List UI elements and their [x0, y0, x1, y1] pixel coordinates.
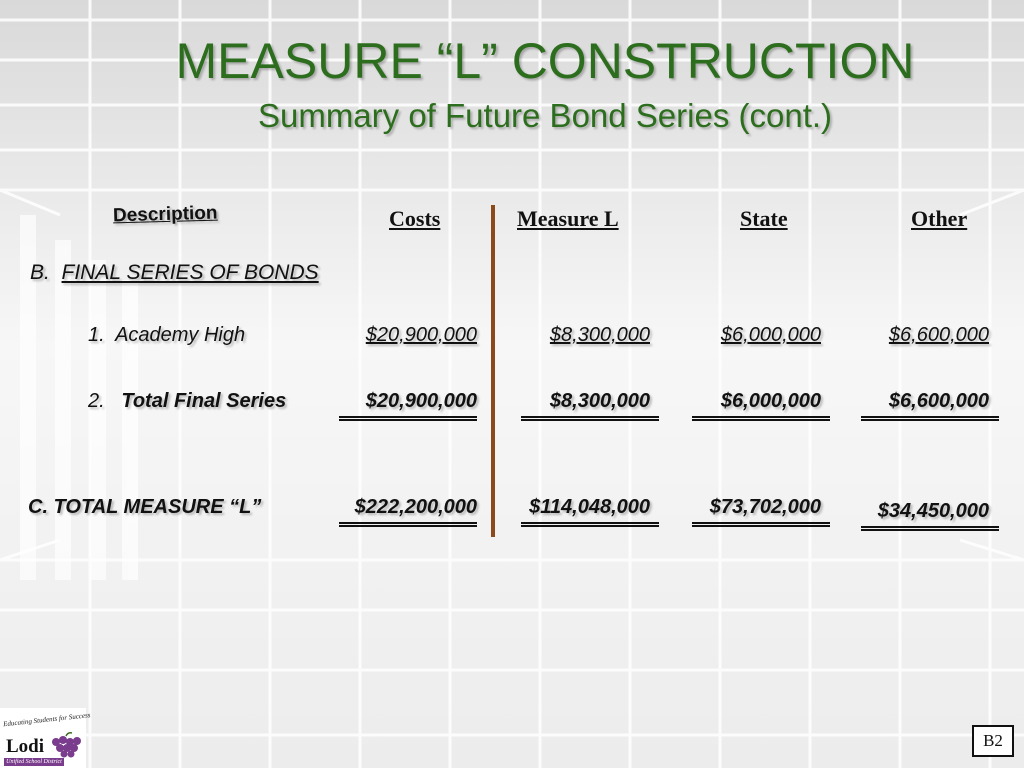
table-row-total-final-series — [88, 390, 286, 413]
cell-other: $6,600,000 — [888, 324, 989, 346]
double-underline — [692, 522, 830, 527]
page-title: MEASURE “L” CONSTRUCTION — [175, 33, 915, 89]
cell-state: $6,000,000 — [720, 390, 821, 412]
grapes-icon — [50, 732, 84, 758]
logo-subtitle: Unified School District — [4, 758, 64, 766]
district-logo — [0, 708, 91, 768]
logo-name: Lodi — [6, 736, 45, 757]
double-underline — [339, 416, 477, 421]
section-b-letter: B. — [30, 261, 50, 284]
cell-measure-l: $8,300,000 — [549, 390, 650, 412]
section-b-label: FINAL SERIES OF BONDS — [61, 261, 319, 284]
total-other: $34,450,000 — [877, 500, 989, 522]
column-header-description: Description — [112, 202, 218, 227]
total-costs: $222,200,000 — [354, 496, 477, 518]
double-underline — [692, 416, 830, 421]
column-header-other: Other — [911, 206, 968, 231]
double-underline — [521, 522, 659, 527]
slide-number: B2 — [972, 725, 1014, 757]
row-number: 2. — [88, 390, 105, 412]
column-header-costs: Costs — [389, 206, 441, 231]
column-divider — [491, 205, 495, 537]
row-label: Academy High — [115, 324, 246, 346]
cell-measure-l: $8,300,000 — [549, 324, 650, 346]
column-header-measure-l: Measure L — [517, 206, 619, 231]
column-header-state: State — [740, 206, 788, 231]
total-measure-l: $114,048,000 — [529, 496, 650, 518]
double-underline — [861, 416, 999, 421]
cell-costs: $20,900,000 — [365, 324, 477, 346]
page-subtitle: Summary of Future Bond Series (cont.) — [257, 97, 833, 134]
cell-other: $6,600,000 — [888, 390, 989, 412]
section-b-heading — [30, 261, 319, 285]
cell-state: $6,000,000 — [720, 324, 821, 346]
total-measure-l-label: C. TOTAL MEASURE “L” — [28, 496, 262, 518]
double-underline — [861, 526, 999, 531]
row-label: Total Final Series — [121, 390, 287, 412]
cell-costs: $20,900,000 — [365, 390, 477, 412]
double-underline — [339, 522, 477, 527]
double-underline — [521, 416, 659, 421]
total-state: $73,702,000 — [709, 496, 821, 518]
table-row-academy-high — [88, 324, 245, 347]
logo-tagline: Educating Students for Success — [2, 711, 91, 729]
row-number: 1. — [88, 324, 105, 346]
